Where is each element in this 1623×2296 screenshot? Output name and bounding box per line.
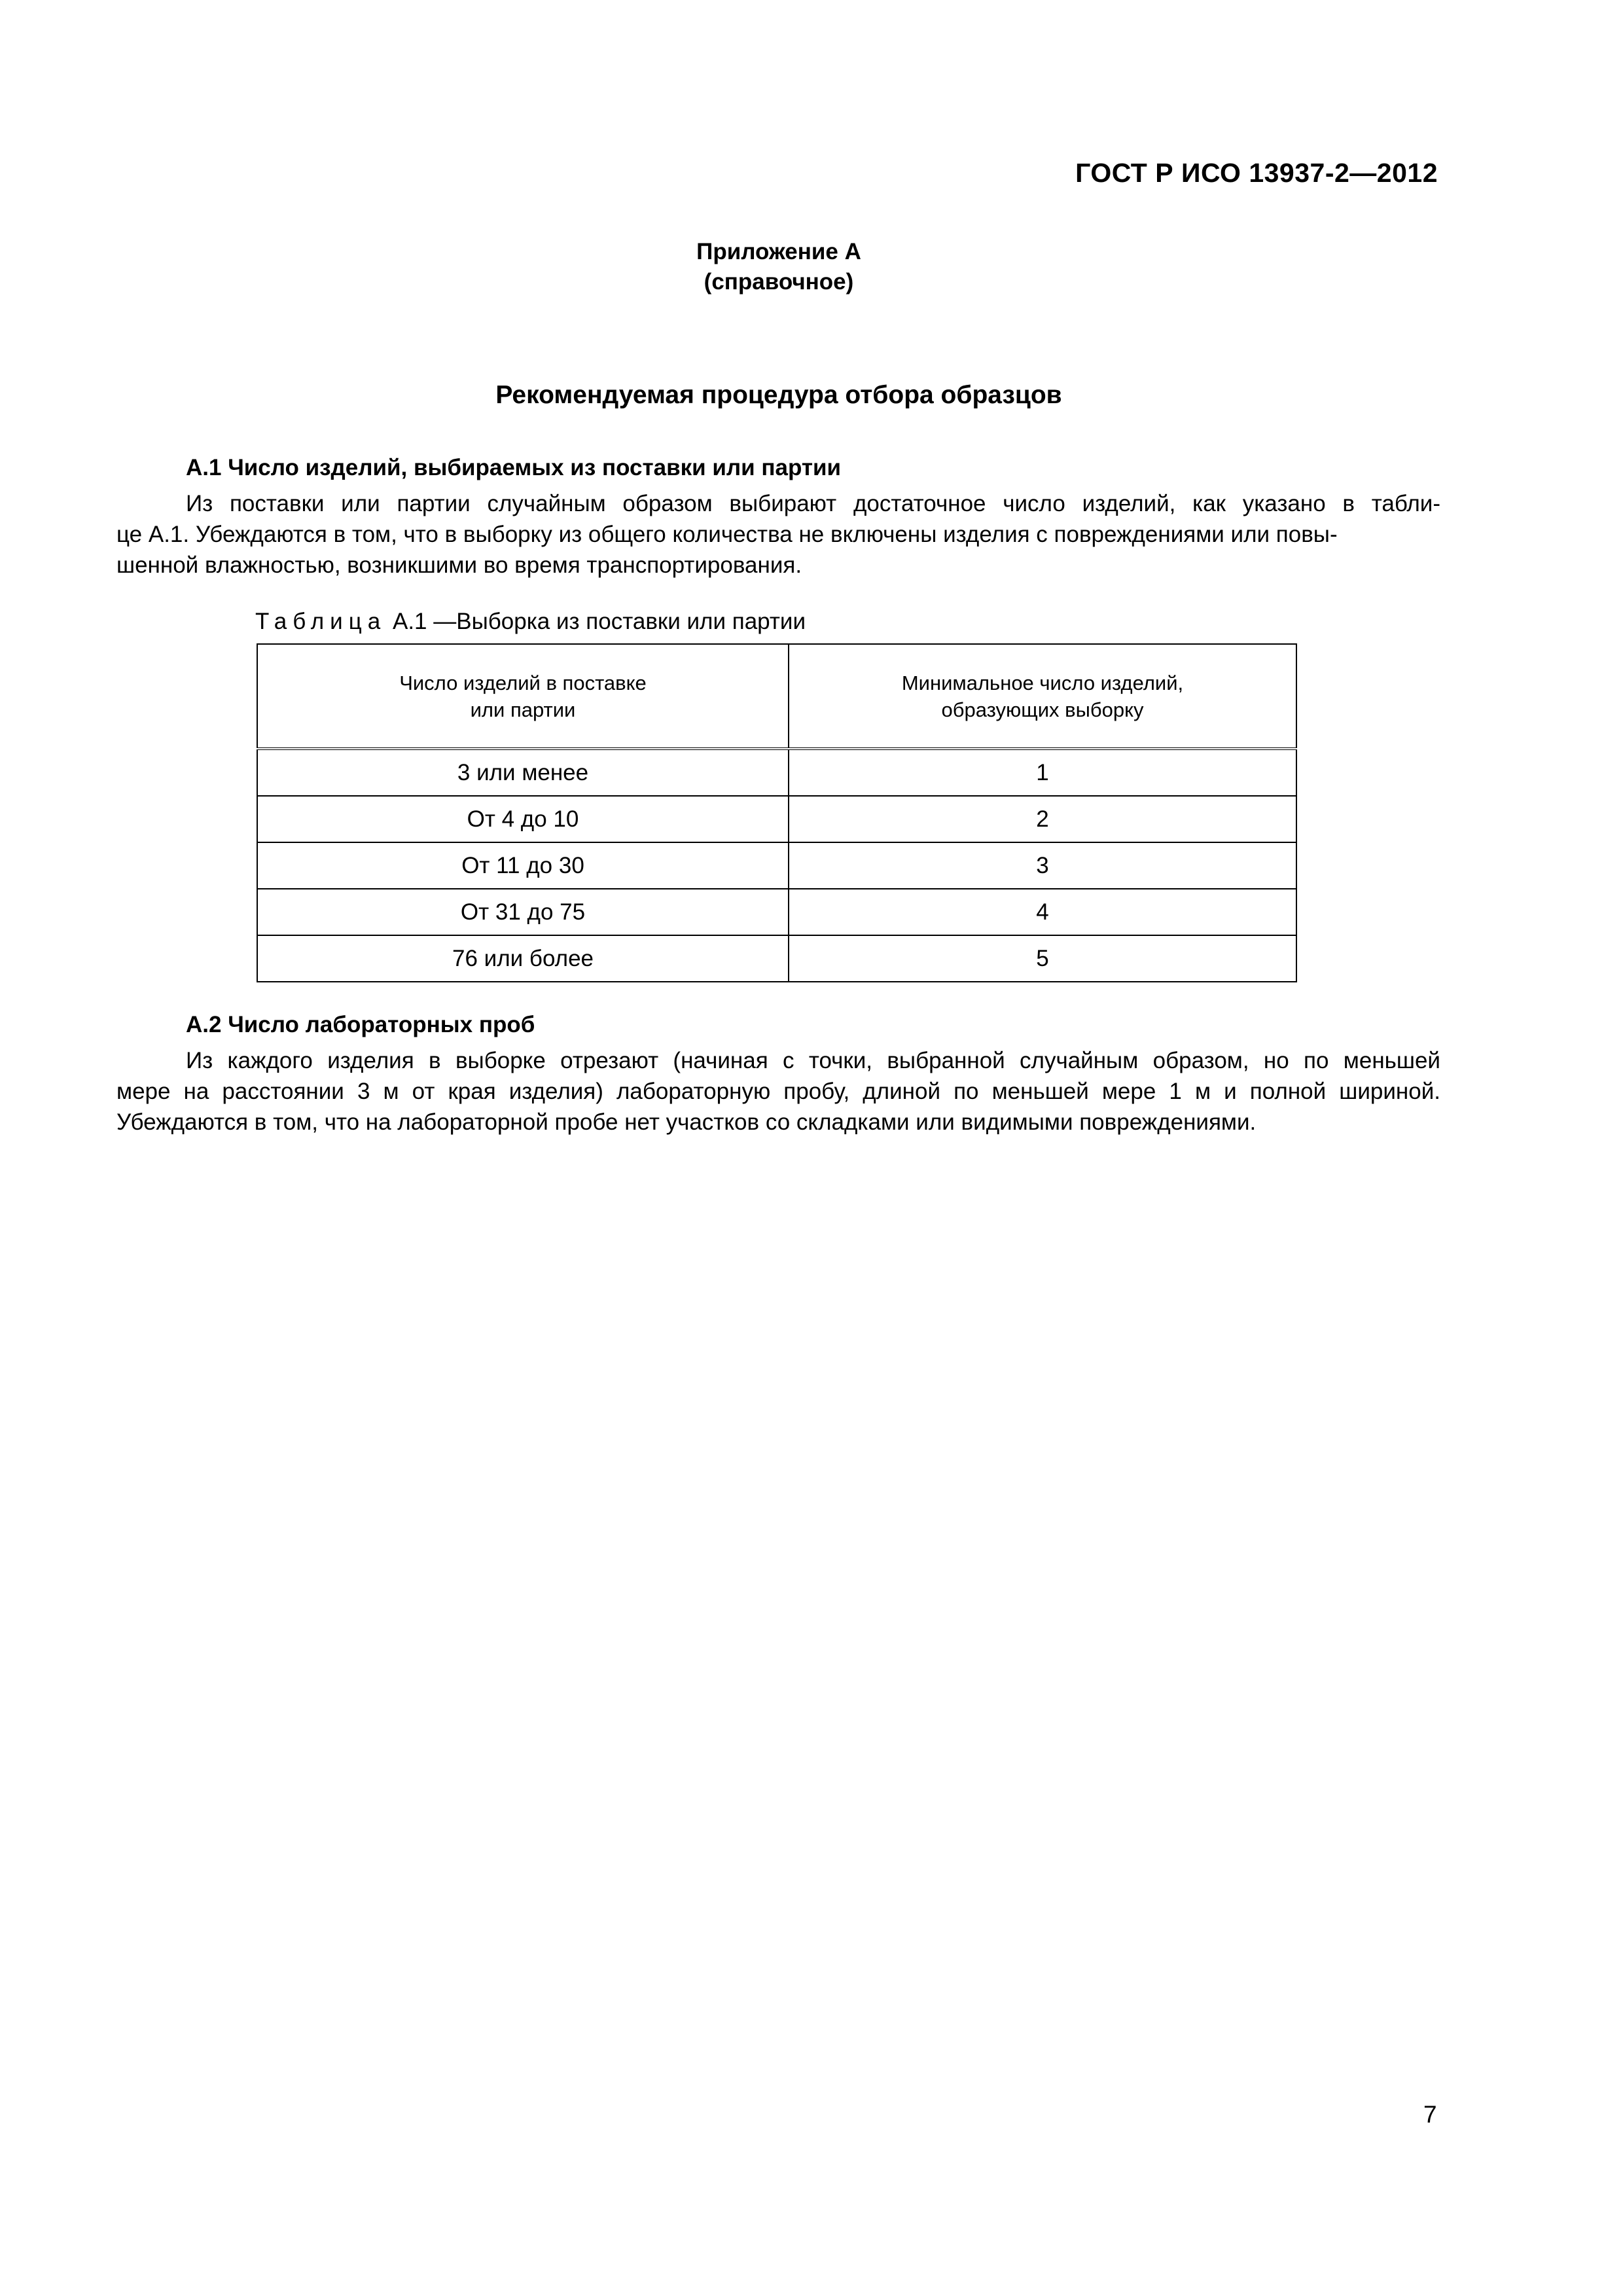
- table-cell: 76 или более: [257, 935, 789, 982]
- section-heading-a1: А.1 Число изделий, выбираемых из поставки или партии: [186, 455, 842, 480]
- paragraph-line: Убеждаются в том, что на лабораторной пробе нет участков со складками или видимыми повреждениями.: [116, 1109, 1257, 1135]
- page-number: 7: [1423, 2101, 1437, 2128]
- paragraph-line: це А.1. Убеждаются в том, что в выборку из общего количества не включены изделия с повреждениями или повы-: [116, 522, 1338, 547]
- section-heading-a2: А.2 Число лабораторных проб: [186, 1012, 535, 1037]
- table-header-cell: [257, 644, 789, 749]
- table-cell: 2: [789, 796, 1296, 842]
- paragraph-line: мере на расстоянии 3 м от края изделия) лабораторную пробу, длиной по меньшей мере 1 м и полной шириной.: [116, 1079, 1440, 1104]
- table-row: [257, 749, 1296, 796]
- paragraph-line: шенной влажностью, возникшими во время транспортирования.: [116, 552, 802, 578]
- header-line: образующих выборку: [941, 698, 1144, 721]
- table-cell: От 31 до 75: [257, 889, 789, 935]
- table-header-cell: [789, 644, 1296, 749]
- annex-label: Приложение А: [696, 239, 861, 264]
- paragraph-line: Из каждого изделия в выборке отрезают (начиная с точки, выбранной случайным образом, но по меньшей: [186, 1048, 1440, 1073]
- sample-size-table: [257, 643, 1297, 982]
- table-caption: [255, 609, 806, 635]
- table-cell: 3: [789, 842, 1296, 889]
- annex-label-block: [0, 237, 1558, 297]
- table-caption-text: А.1 —Выборка из поставки или партии: [392, 609, 806, 634]
- header-line: или партии: [470, 698, 576, 721]
- document-code: ГОСТ Р ИСО 13937-2—2012: [1075, 158, 1438, 188]
- table-header-row: [257, 644, 1296, 749]
- table-cell: 4: [789, 889, 1296, 935]
- annex-title: Рекомендуемая процедура отбора образцов: [495, 381, 1062, 409]
- annex-type: (справочное): [704, 269, 854, 295]
- section-paragraph-a1: [116, 488, 1440, 581]
- table-cell: 5: [789, 935, 1296, 982]
- table-caption-prefix: Таблица: [255, 609, 387, 634]
- table-cell: 1: [789, 749, 1296, 796]
- paragraph-line: Из поставки или партии случайным образом выбирают достаточное число изделий, как указано в табли-: [186, 491, 1440, 516]
- section-paragraph-a2: [116, 1045, 1440, 1138]
- table-row: [257, 842, 1296, 889]
- table-row: [257, 796, 1296, 842]
- table-cell: От 4 до 10: [257, 796, 789, 842]
- table-cell: От 11 до 30: [257, 842, 789, 889]
- table-row: [257, 935, 1296, 982]
- header-line: Число изделий в поставке: [399, 671, 647, 694]
- table-row: [257, 889, 1296, 935]
- header-line: Минимальное число изделий,: [901, 671, 1184, 694]
- table-cell: 3 или менее: [257, 749, 789, 796]
